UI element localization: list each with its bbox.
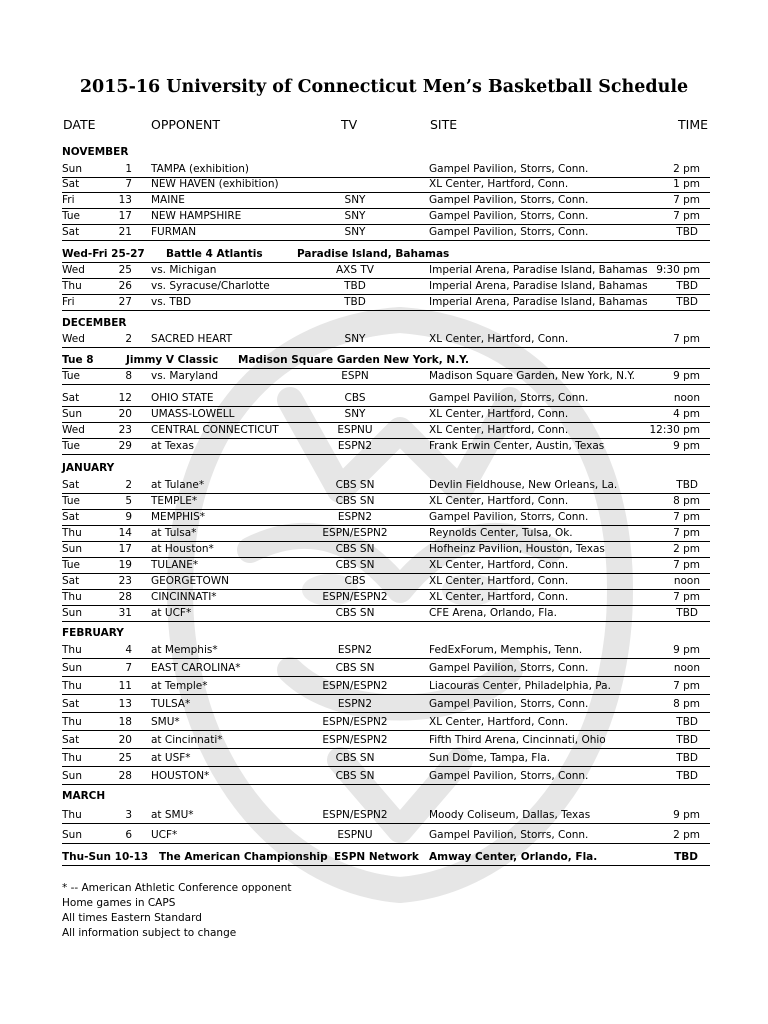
game-time: noon [673, 575, 700, 587]
game-time: noon [673, 662, 700, 674]
game-opponent: at Tulane* [151, 479, 205, 491]
game-date: 14 [118, 527, 132, 539]
game-day: Thu [62, 591, 82, 603]
game-day: Thu [62, 716, 82, 728]
game-date: 18 [118, 716, 132, 728]
game-tv: TBD [344, 280, 366, 292]
game-opponent: MAINE [151, 194, 185, 206]
game-opponent: UMASS-LOWELL [151, 408, 235, 420]
game-opponent: CENTRAL CONNECTICUT [151, 424, 279, 436]
column-header-site: SITE [430, 117, 458, 132]
game-opponent: at Temple* [151, 680, 208, 692]
game-opponent: SMU* [151, 716, 180, 728]
game-tv: ESPN/ESPN2 [322, 527, 388, 539]
game-date: 17 [118, 210, 132, 222]
game-time: 4 pm [673, 408, 700, 420]
game-row [62, 225, 710, 241]
game-row [62, 162, 710, 178]
game-row [62, 590, 710, 606]
game-date: 1 [125, 163, 132, 175]
tournament-header-atlantis [62, 247, 710, 263]
game-row [62, 526, 710, 542]
month-header-december: DECEMBER [62, 317, 127, 329]
game-date: 27 [118, 296, 132, 308]
game-opponent: NEW HAMPSHIRE [151, 210, 242, 222]
game-tv: CBS SN [335, 662, 375, 674]
game-day: Sat [62, 178, 80, 190]
game-day: Sun [62, 543, 82, 555]
game-time: 7 pm [673, 680, 700, 692]
game-time: 7 pm [673, 210, 700, 222]
game-time: 7 pm [673, 527, 700, 539]
game-opponent: TAMPA (exhibition) [151, 163, 249, 175]
tournament-name: The American Championship [159, 851, 328, 863]
game-site: XL Center, Hartford, Conn. [429, 408, 569, 420]
game-time: TBD [676, 752, 698, 764]
game-tv: SNY [344, 408, 366, 420]
game-row [62, 332, 710, 348]
game-date: 17 [118, 543, 132, 555]
game-tv: CBS [344, 575, 366, 587]
game-site: Gampel Pavilion, Storrs, Conn. [429, 698, 589, 710]
game-row [62, 697, 710, 713]
game-date: 20 [118, 408, 132, 420]
game-site: Devlin Fieldhouse, New Orleans, La. [429, 479, 618, 491]
game-date: 8 [125, 370, 132, 382]
game-row [62, 661, 710, 677]
game-time: 9 pm [673, 809, 700, 821]
game-day: Thu [62, 280, 82, 292]
game-date: 3 [125, 809, 132, 821]
game-opponent: at Cincinnati* [151, 734, 223, 746]
game-day: Wed [62, 264, 85, 276]
game-row [62, 751, 710, 767]
game-site: Gampel Pavilion, Storrs, Conn. [429, 226, 589, 238]
game-date: 9 [125, 511, 132, 523]
footnote: All times Eastern Standard [62, 912, 202, 924]
game-time: 2 pm [673, 163, 700, 175]
game-date: 2 [125, 479, 132, 491]
game-time: TBD [676, 716, 698, 728]
game-tv: CBS SN [335, 770, 375, 782]
game-site: XL Center, Hartford, Conn. [429, 591, 569, 603]
game-row [62, 828, 710, 844]
game-day: Tue [62, 440, 80, 452]
game-tv: ESPN/ESPN2 [322, 716, 388, 728]
game-opponent: EAST CAROLINA* [151, 662, 241, 674]
game-site: XL Center, Hartford, Conn. [429, 575, 569, 587]
game-date: 6 [125, 829, 132, 841]
game-tv: ESPN2 [337, 440, 373, 452]
game-tv: ESPN [341, 370, 369, 382]
game-opponent: CINCINNATI* [151, 591, 217, 603]
game-row [62, 643, 710, 659]
game-time: 2 pm [673, 829, 700, 841]
game-row [62, 478, 710, 494]
game-site: Gampel Pavilion, Storrs, Conn. [429, 210, 589, 222]
game-row [62, 369, 710, 385]
game-date: 26 [118, 280, 132, 292]
game-time: noon [673, 392, 700, 404]
game-date: 31 [118, 607, 132, 619]
game-tv: AXS TV [336, 264, 374, 276]
game-time: 7 pm [673, 333, 700, 345]
game-site: Gampel Pavilion, Storrs, Conn. [429, 163, 589, 175]
game-time: 12:30 pm [649, 424, 700, 436]
game-day: Thu [62, 752, 82, 764]
game-row [62, 510, 710, 526]
tournament-time: TBD [674, 851, 698, 863]
game-day: Thu [62, 680, 82, 692]
page-title: 2015-16 University of Connecticut Men’s Basketball Schedule [79, 77, 689, 97]
game-row [62, 715, 710, 731]
game-row [62, 542, 710, 558]
game-row [62, 295, 710, 311]
game-site: Imperial Arena, Paradise Island, Bahamas [429, 280, 648, 292]
game-opponent: at Houston* [151, 543, 214, 555]
game-day: Thu [62, 527, 82, 539]
game-date: 29 [118, 440, 132, 452]
column-header-date: DATE [63, 117, 96, 132]
game-day: Wed [62, 424, 85, 436]
game-site: Gampel Pavilion, Storrs, Conn. [429, 829, 589, 841]
game-site: Gampel Pavilion, Storrs, Conn. [429, 392, 589, 404]
game-time: 9 pm [673, 644, 700, 656]
game-opponent: at USF* [151, 752, 191, 764]
game-tv: CBS [344, 392, 366, 404]
game-day: Sat [62, 734, 80, 746]
game-date: 28 [118, 770, 132, 782]
game-date: 2 [125, 333, 132, 345]
tournament-name: Battle 4 Atlantis [166, 248, 263, 260]
game-opponent: HOUSTON* [151, 770, 210, 782]
game-row [62, 808, 710, 824]
game-date: 11 [118, 680, 132, 692]
game-day: Thu [62, 809, 82, 821]
game-time: 7 pm [673, 511, 700, 523]
game-date: 21 [118, 226, 132, 238]
tournament-header-championship [62, 850, 710, 866]
game-site: Gampel Pavilion, Storrs, Conn. [429, 770, 589, 782]
footnote: All information subject to change [62, 927, 237, 939]
game-date: 19 [118, 559, 132, 571]
game-tv: CBS SN [335, 559, 375, 571]
tournament-location: Paradise Island, Bahamas [297, 248, 450, 260]
game-site: Moody Coliseum, Dallas, Texas [429, 809, 591, 821]
game-site: XL Center, Hartford, Conn. [429, 495, 569, 507]
game-day: Tue [62, 370, 80, 382]
tournament-header-jimmyv [62, 353, 710, 369]
game-site: Sun Dome, Tampa, Fla. [429, 752, 551, 764]
game-opponent: at SMU* [151, 809, 194, 821]
game-opponent: TULSA* [151, 698, 191, 710]
tournament-name: Jimmy V Classic [126, 354, 219, 366]
game-tv: ESPN2 [337, 698, 373, 710]
game-row [62, 279, 710, 295]
game-row [62, 733, 710, 749]
game-time: TBD [676, 770, 698, 782]
game-day: Wed [62, 333, 85, 345]
game-date: 4 [125, 644, 132, 656]
game-tv: SNY [344, 226, 366, 238]
game-opponent: vs. Maryland [151, 370, 219, 382]
game-tv: CBS SN [335, 543, 375, 555]
game-day: Tue [62, 495, 80, 507]
game-row [62, 439, 710, 455]
month-header-january: JANUARY [62, 462, 115, 474]
month-header-february: FEBRUARY [62, 627, 124, 639]
game-tv: SNY [344, 210, 366, 222]
game-time: 8 pm [673, 495, 700, 507]
game-site: Reynolds Center, Tulsa, Ok. [429, 527, 573, 539]
game-tv: ESPN/ESPN2 [322, 591, 388, 603]
game-opponent: GEORGETOWN [151, 575, 230, 587]
game-tv: ESPNU [337, 829, 373, 841]
game-day: Sat [62, 511, 80, 523]
game-opponent: NEW HAVEN (exhibition) [151, 178, 279, 190]
game-time: TBD [676, 607, 698, 619]
game-tv: CBS SN [335, 479, 375, 491]
game-date: 20 [118, 734, 132, 746]
game-row [62, 391, 710, 407]
game-row [62, 679, 710, 695]
game-site: Fifth Third Arena, Cincinnati, Ohio [429, 734, 606, 746]
game-site: XL Center, Hartford, Conn. [429, 716, 569, 728]
game-opponent: SACRED HEART [151, 333, 233, 345]
game-date: 7 [125, 662, 132, 674]
game-date: 12 [118, 392, 132, 404]
game-site: Gampel Pavilion, Storrs, Conn. [429, 511, 589, 523]
game-site: Madison Square Garden, New York, N.Y. [429, 370, 635, 382]
game-site: Hofheinz Pavilion, Houston, Texas [429, 543, 605, 555]
game-row [62, 263, 710, 279]
game-time: 2 pm [673, 543, 700, 555]
game-day: Sat [62, 392, 80, 404]
game-time: 9 pm [673, 440, 700, 452]
column-header-opponent: OPPONENT [151, 117, 220, 132]
game-date: 5 [125, 495, 132, 507]
game-time: 8 pm [673, 698, 700, 710]
game-site: XL Center, Hartford, Conn. [429, 178, 569, 190]
game-date: 7 [125, 178, 132, 190]
game-date: 25 [118, 752, 132, 764]
game-site: Imperial Arena, Paradise Island, Bahamas [429, 296, 648, 308]
game-day: Tue [62, 210, 80, 222]
game-tv: ESPN2 [337, 511, 373, 523]
game-time: TBD [676, 296, 698, 308]
game-date: 23 [118, 575, 132, 587]
game-day: Tue [62, 559, 80, 571]
game-opponent: vs. Syracuse/Charlotte [151, 280, 270, 292]
game-day: Sat [62, 479, 80, 491]
game-site: Liacouras Center, Philadelphia, Pa. [429, 680, 611, 692]
game-tv: ESPN/ESPN2 [322, 809, 388, 821]
game-tv: CBS SN [335, 607, 375, 619]
game-day: Sun [62, 607, 82, 619]
game-day: Sun [62, 829, 82, 841]
game-time: TBD [676, 280, 698, 292]
game-date: 23 [118, 424, 132, 436]
game-site: Gampel Pavilion, Storrs, Conn. [429, 194, 589, 206]
game-row [62, 209, 710, 225]
game-day: Sun [62, 662, 82, 674]
tournament-location: Madison Square Garden New York, N.Y. [238, 354, 470, 366]
game-time: TBD [676, 226, 698, 238]
game-opponent: at UCF* [151, 607, 192, 619]
game-time: TBD [676, 734, 698, 746]
game-row [62, 177, 710, 193]
game-tv: SNY [344, 194, 366, 206]
game-tv: ESPN2 [337, 644, 373, 656]
footnote: * -- American Athletic Conference opponent [62, 882, 292, 894]
game-tv: CBS SN [335, 752, 375, 764]
month-header-november: NOVEMBER [62, 146, 129, 158]
game-opponent: at Texas [151, 440, 194, 452]
game-tv: ESPN/ESPN2 [322, 734, 388, 746]
game-date: 28 [118, 591, 132, 603]
game-row [62, 193, 710, 209]
game-time: 9:30 pm [656, 264, 700, 276]
game-site: XL Center, Hartford, Conn. [429, 559, 569, 571]
game-opponent: MEMPHIS* [151, 511, 205, 523]
game-time: 1 pm [673, 178, 700, 190]
game-opponent: TEMPLE* [151, 495, 198, 507]
tournament-dates: Wed-Fri 25-27 [62, 248, 145, 260]
game-row [62, 574, 710, 590]
game-day: Sat [62, 698, 80, 710]
game-time: 7 pm [673, 591, 700, 603]
game-tv: CBS SN [335, 495, 375, 507]
game-row [62, 558, 710, 574]
game-day: Sun [62, 770, 82, 782]
month-header-march: MARCH [62, 790, 106, 802]
game-date: 13 [118, 698, 132, 710]
game-time: TBD [676, 479, 698, 491]
game-site: FedExForum, Memphis, Tenn. [429, 644, 583, 656]
game-opponent: TULANE* [151, 559, 199, 571]
game-row [62, 606, 710, 622]
game-day: Sun [62, 408, 82, 420]
game-time: 9 pm [673, 370, 700, 382]
game-tv: ESPNU [337, 424, 373, 436]
game-tv: SNY [344, 333, 366, 345]
game-opponent: at Tulsa* [151, 527, 197, 539]
game-date: 25 [118, 264, 132, 276]
game-site: CFE Arena, Orlando, Fla. [429, 607, 557, 619]
footnotes [62, 881, 292, 941]
tournament-tv: ESPN Network [334, 851, 419, 863]
game-tv: TBD [344, 296, 366, 308]
game-opponent: FURMAN [151, 226, 197, 238]
game-opponent: OHIO STATE [151, 392, 214, 404]
game-day: Fri [62, 296, 75, 308]
game-tv: ESPN/ESPN2 [322, 680, 388, 692]
game-row [62, 407, 710, 423]
game-site: Frank Erwin Center, Austin, Texas [429, 440, 605, 452]
game-site: XL Center, Hartford, Conn. [429, 424, 569, 436]
game-site: Imperial Arena, Paradise Island, Bahamas [429, 264, 648, 276]
game-site: XL Center, Hartford, Conn. [429, 333, 569, 345]
game-time: 7 pm [673, 559, 700, 571]
game-opponent: vs. TBD [151, 296, 192, 308]
tournament-dates: Tue 8 [62, 354, 94, 366]
game-row [62, 769, 710, 785]
game-day: Sat [62, 575, 80, 587]
game-site: Gampel Pavilion, Storrs, Conn. [429, 662, 589, 674]
tournament-dates: Thu-Sun 10-13 [62, 851, 149, 863]
game-day: Fri [62, 194, 75, 206]
game-opponent: vs. Michigan [151, 264, 217, 276]
game-opponent: at Memphis* [151, 644, 218, 656]
column-header-time: TIME [678, 117, 709, 132]
game-day: Sun [62, 163, 82, 175]
game-row [62, 494, 710, 510]
game-row [62, 423, 710, 439]
game-day: Thu [62, 644, 82, 656]
game-time: 7 pm [673, 194, 700, 206]
column-header-tv: TV [341, 117, 358, 132]
tournament-site: Amway Center, Orlando, Fla. [429, 851, 598, 863]
game-day: Sat [62, 226, 80, 238]
game-opponent: UCF* [151, 829, 178, 841]
footnote: Home games in CAPS [62, 897, 176, 909]
game-date: 13 [118, 194, 132, 206]
